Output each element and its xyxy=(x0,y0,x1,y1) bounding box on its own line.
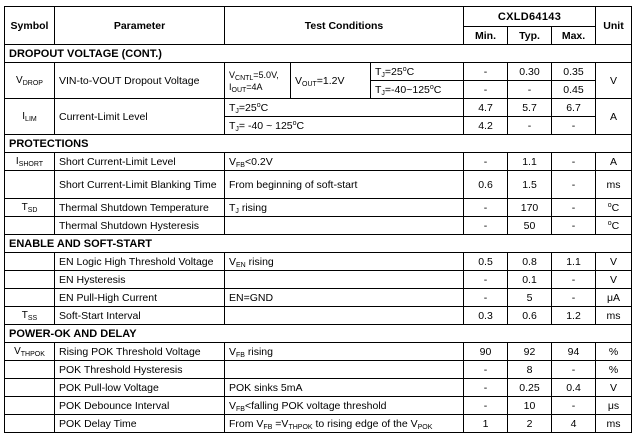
table-row xyxy=(5,253,632,271)
unit-cell: ms xyxy=(596,415,632,433)
typ-cell: 5.7 xyxy=(508,99,552,117)
col-typ-header: Typ. xyxy=(508,27,552,45)
unit-cell: V xyxy=(596,253,632,271)
symbol-cell xyxy=(5,361,55,379)
table-row xyxy=(5,343,632,361)
parameter-cell: POK Pull-low Voltage xyxy=(55,379,225,397)
table-row xyxy=(5,153,632,171)
min-cell: - xyxy=(464,397,508,415)
min-cell: 0.5 xyxy=(464,253,508,271)
condition-cell: $T_J$ rising xyxy=(225,199,464,217)
symbol-cell xyxy=(5,253,55,271)
typ-cell: 0.30 xyxy=(508,63,552,81)
min-cell: 0.3 xyxy=(464,307,508,325)
max-cell: 0.4 xyxy=(552,379,596,397)
parameter-cell: EN Logic High Threshold Voltage xyxy=(55,253,225,271)
parameter-cell: Rising POK Threshold Voltage xyxy=(55,343,225,361)
unit-cell: μs xyxy=(596,397,632,415)
section-row xyxy=(5,325,632,343)
min-cell: - xyxy=(464,361,508,379)
unit-cell: % xyxy=(596,361,632,379)
typ-cell: 2 xyxy=(508,415,552,433)
min-cell: 1 xyxy=(464,415,508,433)
table-row xyxy=(5,99,632,117)
parameter-cell: Short Current-Limit Blanking Time xyxy=(55,171,225,199)
condition-cell: $T_J= -40$ ~ 125$^o$C xyxy=(225,117,464,135)
parameter-cell: Soft-Start Interval xyxy=(55,307,225,325)
max-cell: - xyxy=(552,171,596,199)
col-test-conditions-header: Test Conditions xyxy=(225,7,464,45)
typ-cell: 1.5 xyxy=(508,171,552,199)
table-row xyxy=(5,289,632,307)
unit-cell: V xyxy=(596,379,632,397)
min-cell: - xyxy=(464,271,508,289)
typ-cell: 0.6 xyxy=(508,307,552,325)
min-cell: - xyxy=(464,289,508,307)
parameter-cell: EN Pull-High Current xyxy=(55,289,225,307)
condition-cell: $V_{FB}<0.2V$ xyxy=(225,153,464,171)
min-cell: - xyxy=(464,153,508,171)
col-symbol-header: Symbol xyxy=(5,7,55,45)
symbol-cell xyxy=(5,289,55,307)
max-cell: 4 xyxy=(552,415,596,433)
max-cell: - xyxy=(552,271,596,289)
header-row xyxy=(5,7,632,27)
table-row xyxy=(5,63,632,81)
unit-cell: ms xyxy=(596,171,632,199)
table-row xyxy=(5,379,632,397)
condition-cell xyxy=(225,217,464,235)
min-cell: 90 xyxy=(464,343,508,361)
max-cell: 6.7 xyxy=(552,99,596,117)
symbol-cell: $T_{SS}$ xyxy=(5,307,55,325)
max-cell: - xyxy=(552,153,596,171)
table-row xyxy=(5,171,632,199)
condition-cell: $V_{FB}$ rising xyxy=(225,343,464,361)
condition-cell: $V_{OUT}=1.2V$ xyxy=(291,63,371,99)
max-cell: - xyxy=(552,199,596,217)
parameter-cell: Short Current-Limit Level xyxy=(55,153,225,171)
condition-cell: $V_{CNTL}=5.0V$, $I_{OUT}=4A$ xyxy=(225,63,291,99)
condition-cell: EN=GND xyxy=(225,289,464,307)
symbol-cell xyxy=(5,379,55,397)
section-row xyxy=(5,45,632,63)
condition-cell xyxy=(225,271,464,289)
typ-cell: 8 xyxy=(508,361,552,379)
symbol-cell xyxy=(5,397,55,415)
typ-cell: 0.25 xyxy=(508,379,552,397)
section-row xyxy=(5,235,632,253)
col-min-header: Min. xyxy=(464,27,508,45)
min-cell: - xyxy=(464,199,508,217)
condition-cell: $T_J=-40\sim 125^oC$ xyxy=(371,81,464,99)
table-row xyxy=(5,217,632,235)
typ-cell: 170 xyxy=(508,199,552,217)
section-enable: ENABLE AND SOFT-START xyxy=(5,235,632,253)
unit-cell: V xyxy=(596,271,632,289)
table-row xyxy=(5,415,632,433)
typ-cell: 1.1 xyxy=(508,153,552,171)
max-cell: 0.45 xyxy=(552,81,596,99)
parameter-cell: VIN-to-VOUT Dropout Voltage xyxy=(55,63,225,99)
parameter-cell: POK Delay Time xyxy=(55,415,225,433)
table-row xyxy=(5,361,632,379)
condition-cell: $V_{FB}<falling$ POK voltage threshold xyxy=(225,397,464,415)
parameter-cell: Thermal Shutdown Temperature xyxy=(55,199,225,217)
section-dropout: DROPOUT VOLTAGE (CONT.) xyxy=(5,45,632,63)
condition-cell xyxy=(225,361,464,379)
symbol-cell: $T_{SD}$ xyxy=(5,199,55,217)
table-row xyxy=(5,271,632,289)
max-cell: 0.35 xyxy=(552,63,596,81)
condition-cell: POK sinks 5mA xyxy=(225,379,464,397)
symbol-cell: $I_{SHORT}$ xyxy=(5,153,55,171)
table-row xyxy=(5,397,632,415)
condition-cell: $V_{EN}$ rising xyxy=(225,253,464,271)
condition-cell: From beginning of soft-start xyxy=(225,171,464,199)
col-unit-header: Unit xyxy=(596,7,632,45)
col-parameter-header: Parameter xyxy=(55,7,225,45)
condition-cell xyxy=(225,307,464,325)
typ-cell: 10 xyxy=(508,397,552,415)
min-cell: 0.6 xyxy=(464,171,508,199)
typ-cell: 0.8 xyxy=(508,253,552,271)
part-number-header: CXLD64143 xyxy=(464,7,596,27)
max-cell: - xyxy=(552,217,596,235)
unit-cell: $^o$C xyxy=(596,217,632,235)
table-row xyxy=(5,199,632,217)
condition-cell: From $V_{FB} =V_{THPOK}$ to rising edge of the $V_{POK}$ xyxy=(225,415,464,433)
parameter-cell: POK Threshold Hysteresis xyxy=(55,361,225,379)
max-cell: 1.2 xyxy=(552,307,596,325)
min-cell: - xyxy=(464,63,508,81)
symbol-cell: $V_{DROP}$ xyxy=(5,63,55,99)
parameter-cell: Current-Limit Level xyxy=(55,99,225,135)
typ-cell: 92 xyxy=(508,343,552,361)
unit-cell: A xyxy=(596,153,632,171)
electrical-characteristics-table xyxy=(4,6,632,433)
parameter-cell: EN Hysteresis xyxy=(55,271,225,289)
typ-cell: - xyxy=(508,117,552,135)
min-cell: 4.7 xyxy=(464,99,508,117)
symbol-cell xyxy=(5,171,55,199)
parameter-cell: Thermal Shutdown Hysteresis xyxy=(55,217,225,235)
section-protections: PROTECTIONS xyxy=(5,135,632,153)
unit-cell: A xyxy=(596,99,632,135)
unit-cell: V xyxy=(596,63,632,99)
min-cell: - xyxy=(464,81,508,99)
max-cell: 94 xyxy=(552,343,596,361)
typ-cell: 0.1 xyxy=(508,271,552,289)
symbol-cell: $I_{LIM}$ xyxy=(5,99,55,135)
condition-cell: $T_J=25^oC$ xyxy=(371,63,464,81)
section-pok: POWER-OK AND DELAY xyxy=(5,325,632,343)
table-row xyxy=(5,307,632,325)
parameter-cell: POK Debounce Interval xyxy=(55,397,225,415)
symbol-cell xyxy=(5,415,55,433)
min-cell: - xyxy=(464,217,508,235)
typ-cell: 50 xyxy=(508,217,552,235)
col-max-header: Max. xyxy=(552,27,596,45)
max-cell: 1.1 xyxy=(552,253,596,271)
unit-cell: ms xyxy=(596,307,632,325)
typ-cell: - xyxy=(508,81,552,99)
symbol-cell xyxy=(5,217,55,235)
min-cell: - xyxy=(464,379,508,397)
unit-cell: $^o$C xyxy=(596,199,632,217)
unit-cell: μA xyxy=(596,289,632,307)
max-cell: - xyxy=(552,289,596,307)
condition-cell: $T_J=25^oC$ xyxy=(225,99,464,117)
unit-cell: % xyxy=(596,343,632,361)
max-cell: - xyxy=(552,117,596,135)
max-cell: - xyxy=(552,397,596,415)
typ-cell: 5 xyxy=(508,289,552,307)
symbol-cell xyxy=(5,271,55,289)
min-cell: 4.2 xyxy=(464,117,508,135)
symbol-cell: $V_{THPOK}$ xyxy=(5,343,55,361)
section-row xyxy=(5,135,632,153)
max-cell: - xyxy=(552,361,596,379)
